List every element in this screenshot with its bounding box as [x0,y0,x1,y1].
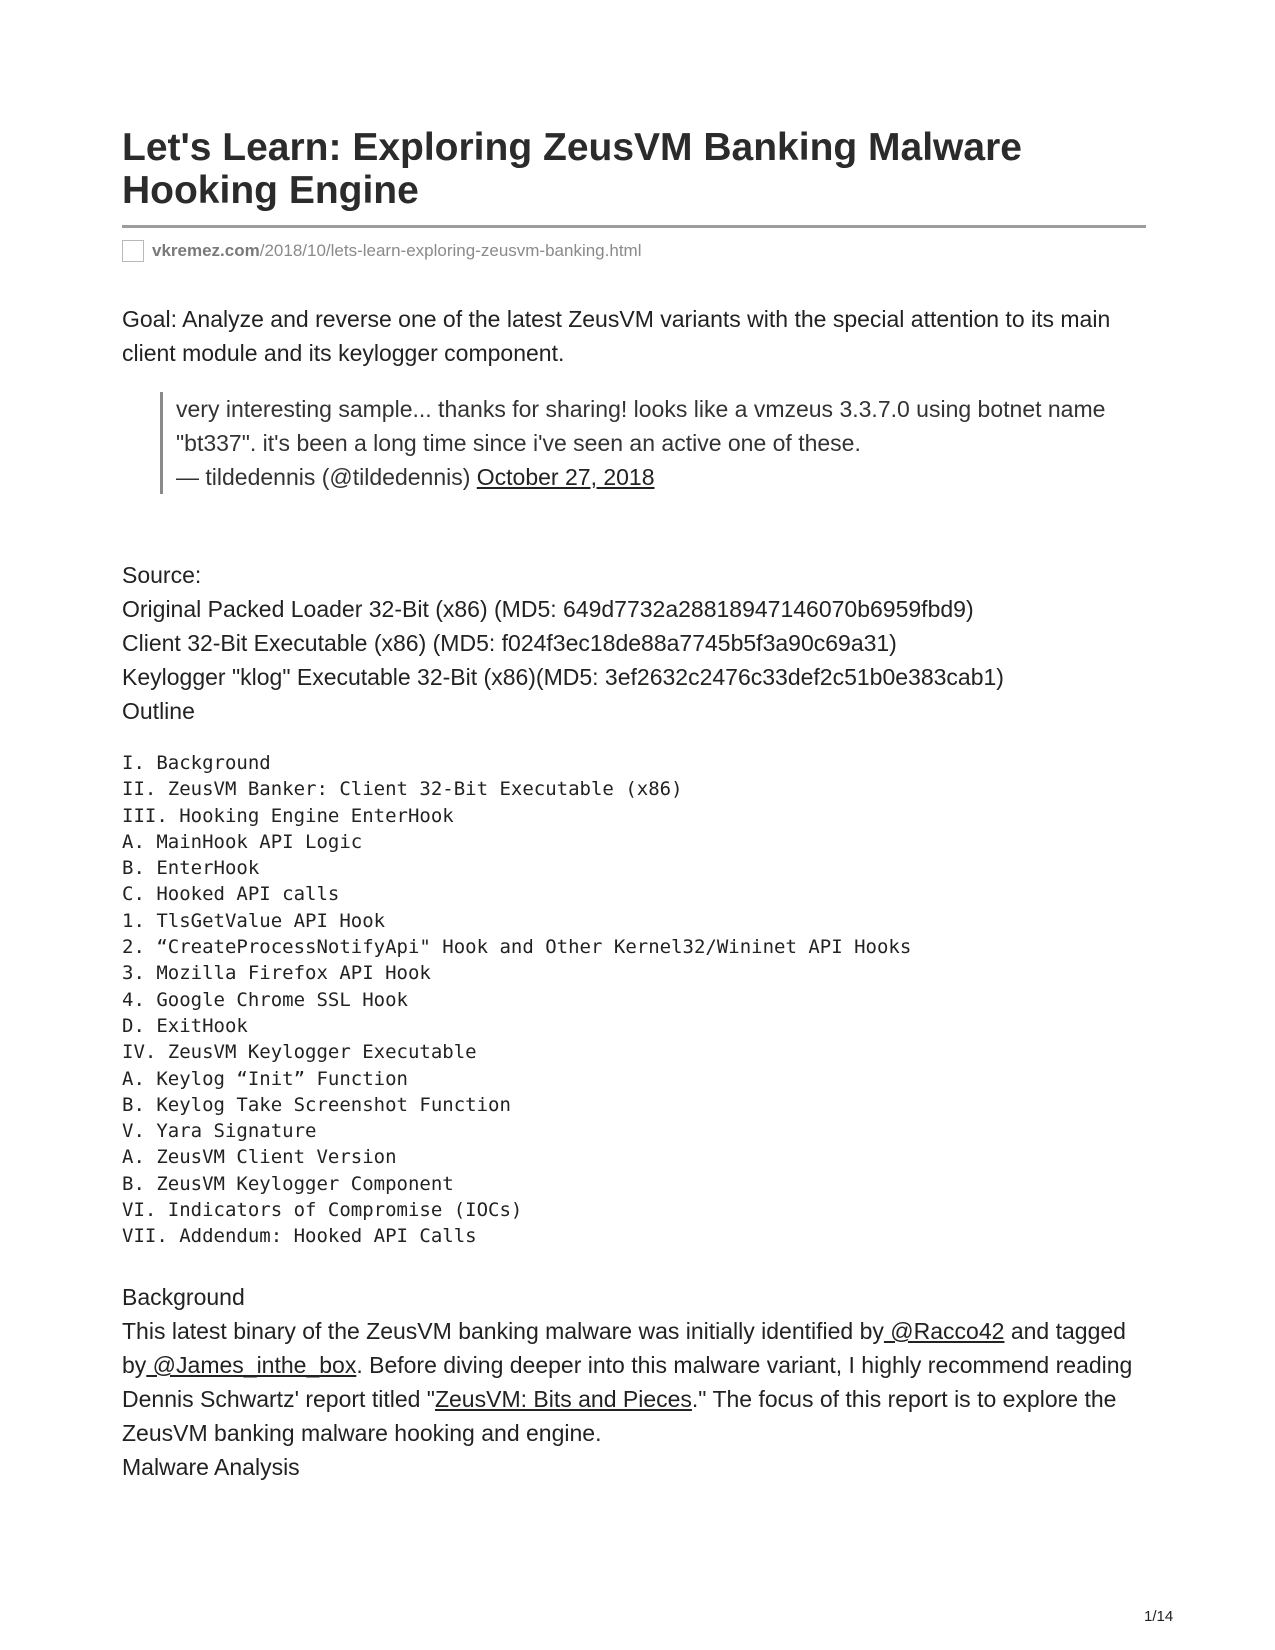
outline-item: 2. “CreateProcessNotifyApi" Hook and Other Kernel32/Wininet API Hooks [122,936,912,959]
background-section [122,1280,1152,1484]
outline-item: B. EnterHook [122,857,260,880]
outline-item: II. ZeusVM Banker: Client 32-Bit Executable (x86) [122,778,683,801]
outline-item: V. Yara Signature [122,1120,317,1143]
page-number: 1/14 [1144,1608,1174,1625]
outline-heading: Outline [122,698,195,724]
source-heading: Source: [122,562,202,588]
title-divider [122,225,1146,228]
source-section [122,558,1152,728]
outline-item: I. Background [122,752,271,774]
goal-paragraph: Goal: Analyze and reverse one of the latest ZeusVM variants with the special attention to its main client module and its keylogger component. [122,306,1111,366]
outline-item: B. Keylog Take Screenshot Function [122,1093,511,1116]
url-path: /2018/10/lets-learn-exploring-zeusvm-banking.html [259,241,642,260]
outline-item: VII. Addendum: Hooked API Calls [122,1225,477,1248]
outline-list [122,750,911,1250]
source-line: Client 32-Bit Executable (x86) (MD5: f024f3ec18de88a7745b5f3a90c69a31) [122,630,897,656]
background-paragraph [122,1314,1152,1450]
outline-item: A. MainHook API Logic [122,830,363,853]
racco42-link[interactable]: @Racco42 [883,1318,1005,1344]
background-text: This latest binary of the ZeusVM banking malware was initially identified by [122,1318,884,1344]
outline-item: D. ExitHook [122,1014,248,1037]
quote-date-link[interactable]: October 27, 2018 [476,464,655,490]
background-text: ." The focus of this report is to explore the ZeusVM banking malware hooking and engine. [122,1386,1117,1446]
background-text: and tagged by [122,1318,1126,1378]
zeusvm-bits-pieces-link[interactable]: ZeusVM: Bits and Pieces [434,1386,692,1412]
source-line: Keylogger "klog" Executable 32-Bit (x86)(MD5: 3ef2632c2476c33def2c51b0e383cab1) [122,664,1004,690]
background-text: . Before diving deeper into this malware variant, I highly recommend reading Dennis Schwartz' report titled " [122,1352,1133,1412]
malware-analysis-heading: Malware Analysis [122,1454,300,1480]
outline-item: 3. Mozilla Firefox API Hook [122,962,431,985]
outline-item: B. ZeusVM Keylogger Component [122,1172,454,1195]
favicon-icon [122,240,144,262]
james-inthe-box-link[interactable]: @James_inthe_box [146,1352,357,1378]
url-domain: vkremez.com [152,241,260,260]
outline-item: 1. TlsGetValue API Hook [122,909,386,932]
quote-attribution: — tildedennis (@tildedennis) [176,464,477,490]
outline-item: A. Keylog “Init” Function [122,1067,408,1090]
outline-item: A. ZeusVM Client Version [122,1146,397,1169]
outline-item: 4. Google Chrome SSL Hook [122,988,408,1011]
article-title: Let's Learn: Exploring ZeusVM Banking Malware Hooking Engine [122,126,1022,212]
tweet-quote [160,392,1166,494]
outline-item: C. Hooked API calls [122,883,340,906]
outline-item: VI. Indicators of Compromise (IOCs) [122,1199,523,1222]
source-url[interactable] [122,239,641,263]
background-heading: Background [122,1284,245,1310]
outline-item: III. Hooking Engine EnterHook [122,804,454,827]
source-line: Original Packed Loader 32-Bit (x86) (MD5: 649d7732a28818947146070b6959fbd9) [122,596,974,622]
quote-text: very interesting sample... thanks for sharing! looks like a vmzeus 3.3.7.0 using botnet name "bt337". it's been a long time since i've seen an active one of these. [176,396,1106,456]
outline-item: IV. ZeusVM Keylogger Executable [122,1041,477,1064]
